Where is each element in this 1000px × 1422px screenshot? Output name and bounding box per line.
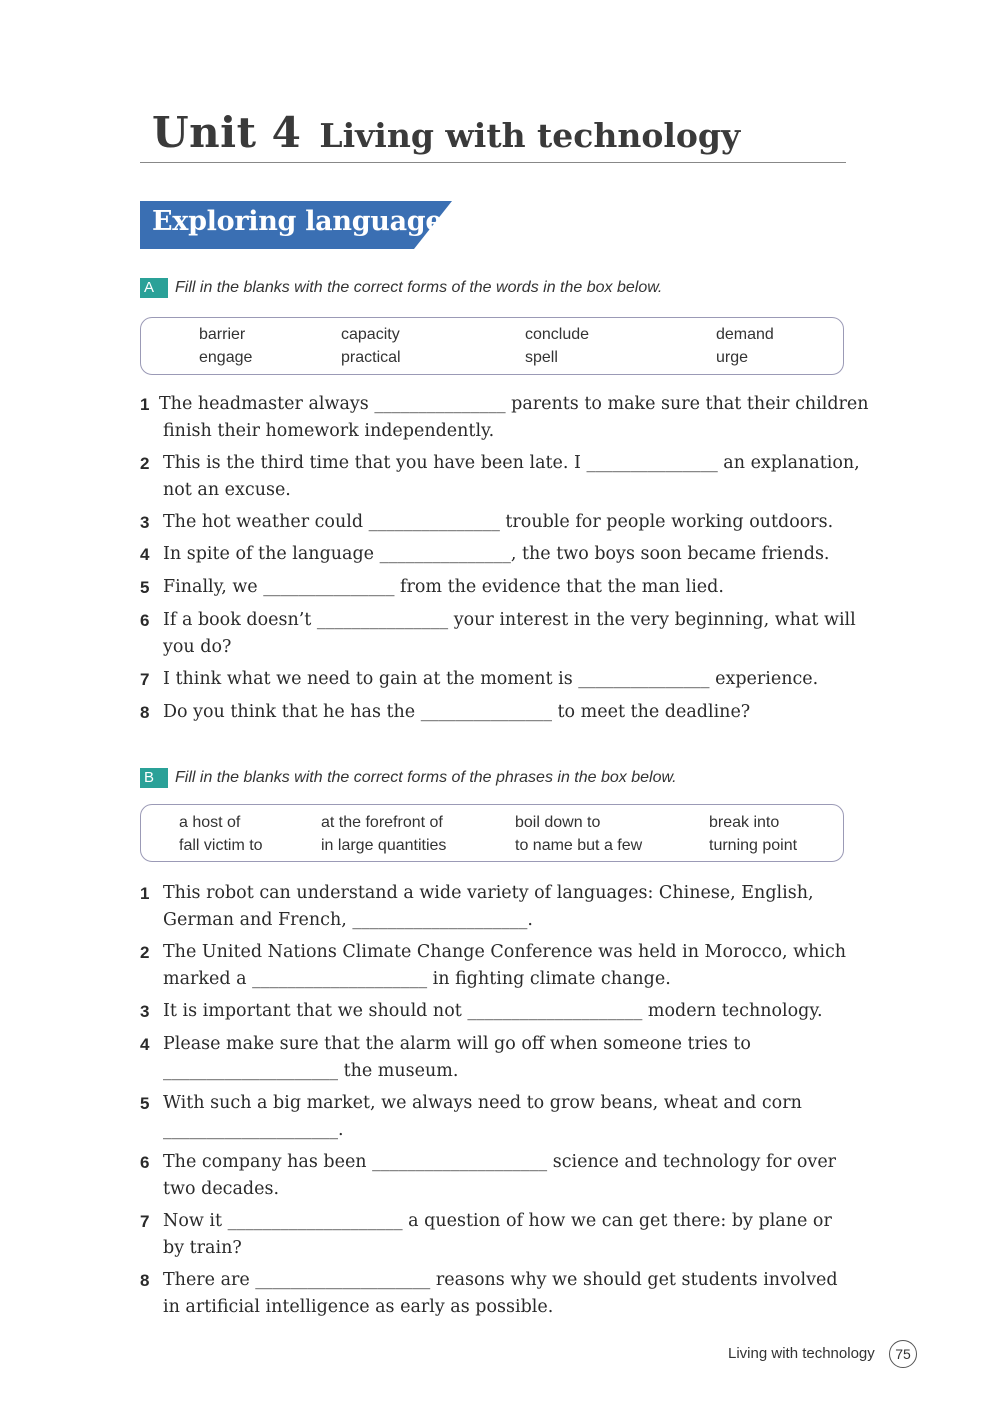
question-line: not an excuse. [163, 480, 291, 500]
heading-divider [140, 162, 846, 163]
question-number: 5 [140, 578, 150, 597]
question-line: The hot weather could _______________ trouble for people working outdoors. [163, 512, 834, 532]
question-b-6 [140, 1149, 850, 1203]
phrase-item: to name but a few [515, 837, 643, 854]
question-number: 1 [140, 884, 150, 903]
exercise-a-instruction [140, 277, 662, 298]
question-b-3 [140, 998, 850, 1025]
question-a-3 [140, 509, 850, 536]
question-number: 3 [140, 1002, 150, 1021]
page-number: 75 [889, 1340, 917, 1368]
question-line: If a book doesn’t _______________ your interest in the very beginning, what will [163, 610, 856, 630]
question-number: 5 [140, 1094, 150, 1113]
word-box [140, 317, 844, 375]
question-line: in artificial intelligence as early as possible. [163, 1297, 554, 1317]
question-line: In spite of the language _______________, the two boys soon became friends. [163, 544, 830, 564]
question-line: There are ____________________ reasons why we should get students involved [163, 1270, 838, 1290]
question-number: 3 [140, 513, 150, 532]
question-line: Please make sure that the alarm will go off when someone tries to [163, 1034, 751, 1054]
question-a-1 [140, 391, 869, 445]
question-b-1 [140, 880, 850, 934]
word-item: spell [525, 349, 558, 366]
question-line: ____________________. [163, 1120, 344, 1140]
question-number: 2 [140, 943, 150, 962]
question-a-6 [140, 607, 856, 661]
word-item: urge [716, 349, 749, 366]
question-number: 7 [140, 670, 150, 689]
exercise-a-instruction-text: Fill in the blanks with the correct forms of the words in the box below. [175, 278, 663, 296]
phrase-item: fall victim to [179, 837, 263, 854]
question-a-4 [140, 541, 850, 568]
question-number: 8 [140, 1271, 150, 1290]
question-b-5 [140, 1090, 850, 1144]
section-title: Exploring language [152, 206, 443, 237]
phrase-item: in large quantities [321, 837, 447, 854]
question-line: The headmaster always _______________ parents to make sure that their children [159, 394, 869, 414]
question-a-8 [140, 699, 850, 726]
question-a-7 [140, 666, 850, 693]
question-number: 4 [140, 545, 150, 564]
exercise-b-instruction-text: Fill in the blanks with the correct forms of the phrases in the box below. [175, 768, 677, 786]
phrase-item: a host of [179, 814, 241, 831]
question-number: 8 [140, 703, 150, 722]
word-item: capacity [341, 326, 400, 343]
question-number: 2 [140, 454, 150, 473]
question-line: The company has been ____________________ science and technology for over [163, 1152, 837, 1172]
question-number: 7 [140, 1212, 150, 1231]
word-item: conclude [525, 326, 590, 343]
question-a-5 [140, 574, 850, 601]
unit-title: Living with technology [319, 116, 741, 155]
question-number: 1 [140, 395, 150, 414]
question-a-2 [140, 450, 860, 504]
question-line: This is the third time that you have been late. I _______________ an explanation, [163, 453, 860, 473]
question-line: Now it ____________________ a question of how we can get there: by plane or [163, 1211, 832, 1231]
exercise-a-badge: A [140, 278, 168, 298]
phrase-box [140, 804, 844, 862]
question-b-2 [140, 939, 850, 993]
question-line: ____________________ the museum. [163, 1061, 459, 1081]
question-number: 6 [140, 1153, 150, 1172]
phrase-item: boil down to [515, 814, 601, 831]
question-line: German and French, ____________________. [163, 910, 533, 930]
unit-heading [152, 108, 740, 157]
phrase-item: at the forefront of [321, 814, 443, 831]
word-item: barrier [199, 326, 246, 343]
exercise-b-instruction [140, 767, 677, 788]
word-item: practical [341, 349, 401, 366]
question-line: It is important that we should not ____________________ modern technology. [163, 1001, 823, 1021]
question-line: Finally, we _______________ from the evidence that the man lied. [163, 577, 724, 597]
question-line: two decades. [163, 1179, 280, 1199]
question-line: Do you think that he has the _______________ to meet the deadline? [163, 702, 751, 722]
running-footer: Living with technology [728, 1345, 875, 1362]
question-line: The United Nations Climate Change Conference was held in Morocco, which [163, 942, 847, 962]
question-line: This robot can understand a wide variety of languages: Chinese, English, [163, 883, 814, 903]
phrase-item: turning point [709, 837, 798, 854]
question-b-4 [140, 1031, 850, 1085]
question-line: by train? [163, 1238, 242, 1258]
question-line: With such a big market, we always need to grow beans, wheat and corn [163, 1093, 802, 1113]
question-b-8 [140, 1267, 850, 1321]
question-line: marked a ____________________ in fighting climate change. [163, 969, 671, 989]
question-number: 6 [140, 611, 150, 630]
word-item: demand [716, 326, 774, 343]
phrase-item: break into [709, 814, 780, 831]
question-line: I think what we need to gain at the moment is _______________ experience. [163, 669, 819, 689]
question-b-7 [140, 1208, 850, 1262]
section-banner [140, 201, 452, 249]
question-line: finish their homework independently. [163, 421, 495, 441]
exercise-b-badge: B [140, 768, 168, 788]
question-number: 4 [140, 1035, 150, 1054]
unit-number: Unit 4 [152, 108, 302, 157]
word-item: engage [199, 349, 253, 366]
question-line: you do? [163, 637, 232, 657]
